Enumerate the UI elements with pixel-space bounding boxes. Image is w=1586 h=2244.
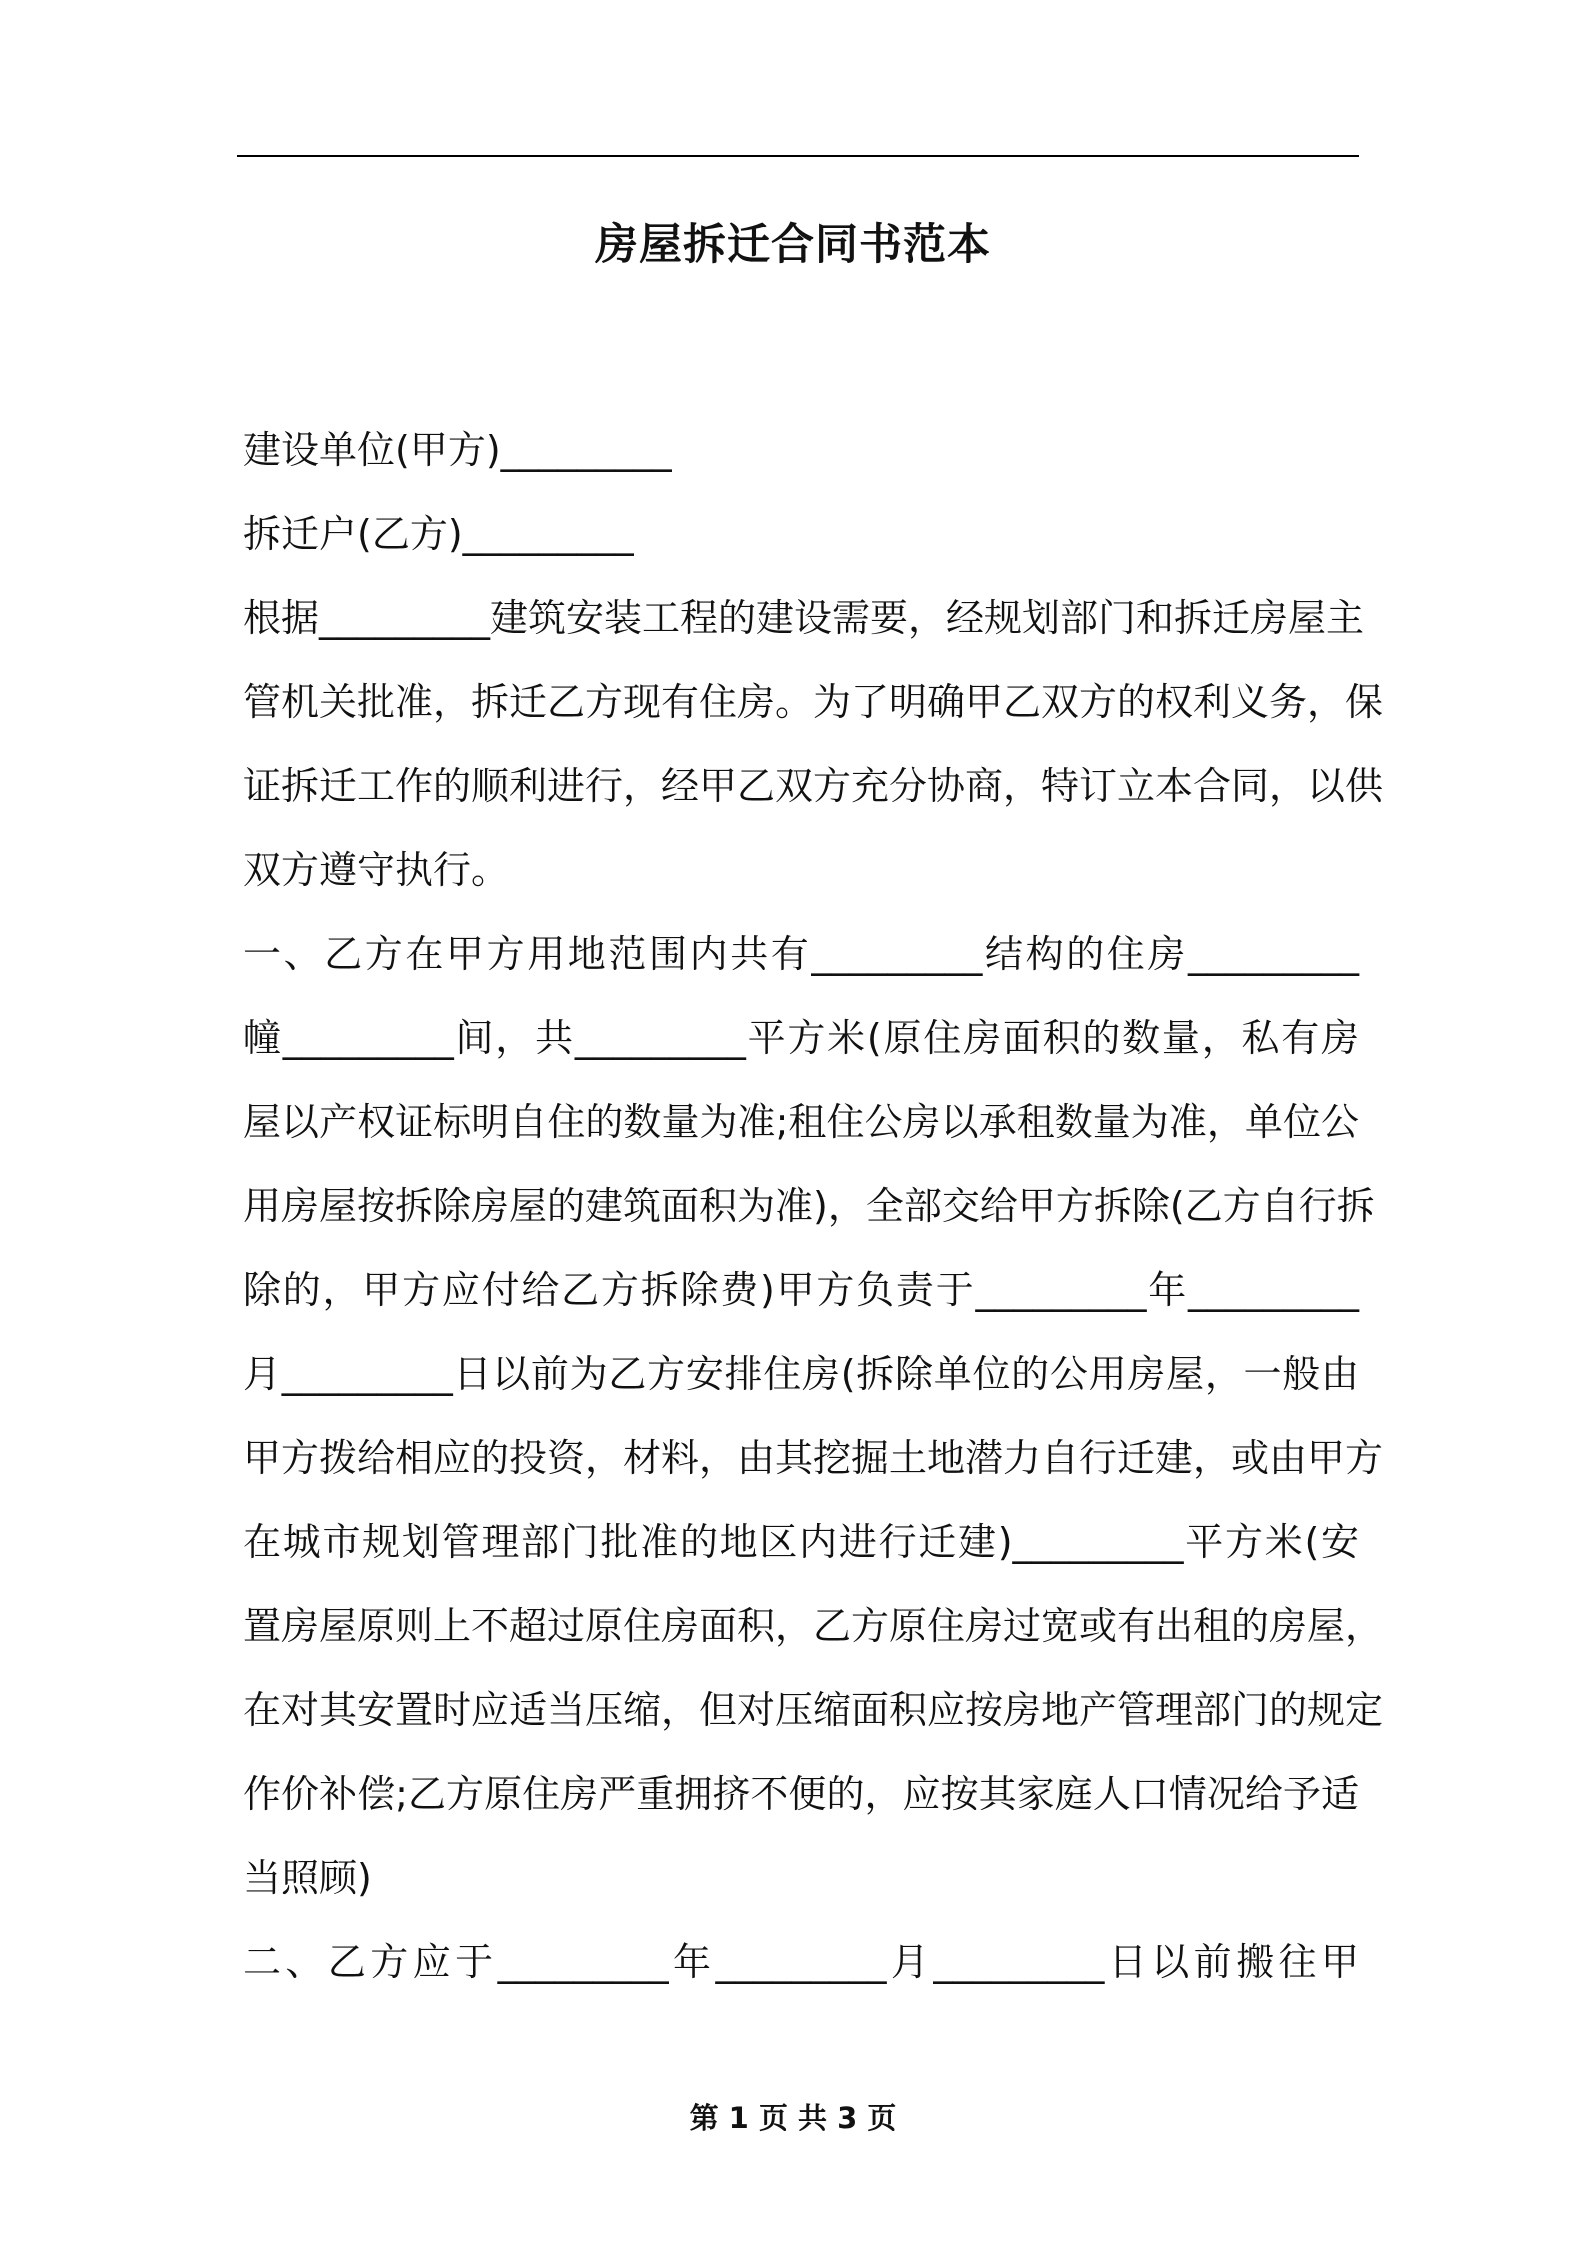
body-line: 管机关批准，拆迁乙方现有住房。为了明确甲乙双方的权利义务，保 [243,680,1384,724]
body-line: 幢_________间，共_________平方米(原住房面积的数量，私有房 [243,1016,1359,1060]
body-line: 拆迁户(乙方)_________ [243,512,634,556]
body-line: 建设单位(甲方)_________ [243,428,672,472]
body-line: 当照顾) [243,1856,372,1900]
document-title: 房屋拆迁合同书范本 [595,220,991,270]
body-line: 屋以产权证标明自住的数量为准;租住公房以承租数量为准，单位公 [243,1100,1359,1144]
body-line: 月_________日以前为乙方安排住房(拆除单位的公用房屋，一般由 [243,1352,1359,1396]
body-line: 在对其安置时应适当压缩，但对压缩面积应按房地产管理部门的规定 [243,1688,1384,1732]
body-line: 双方遵守执行。 [243,848,510,892]
body-line: 作价补偿;乙方原住房严重拥挤不便的，应按其家庭人口情况给予适 [243,1772,1359,1816]
header-divider [237,155,1359,157]
body-line: 证拆迁工作的顺利进行，经甲乙双方充分协商，特订立本合同，以供 [243,764,1384,808]
page-number: 第 1 页 共 3 页 [689,2101,897,2135]
body-line: 在城市规划管理部门批准的地区内进行迁建)_________平方米(安 [243,1520,1359,1564]
body-line: 置房屋原则上不超过原住房面积，乙方原住房过宽或有出租的房屋， [243,1604,1384,1648]
body-line: 除的，甲方应付给乙方拆除费)甲方负责于_________年_________ [243,1268,1359,1312]
body-line: 根据_________建筑安装工程的建设需要，经规划部门和拆迁房屋主 [243,596,1365,640]
contract-body [243,408,1384,2004]
body-line: 二、乙方应于_________年_________月_________日以前搬往甲 [243,1940,1359,1984]
body-line: 甲方拨给相应的投资，材料，由其挖掘土地潜力自行迁建，或由甲方 [243,1436,1384,1480]
body-line: 用房屋按拆除房屋的建筑面积为准)，全部交给甲方拆除(乙方自行拆 [243,1184,1375,1228]
body-line: 一、乙方在甲方用地范围内共有_________结构的住房_________ [243,932,1359,976]
